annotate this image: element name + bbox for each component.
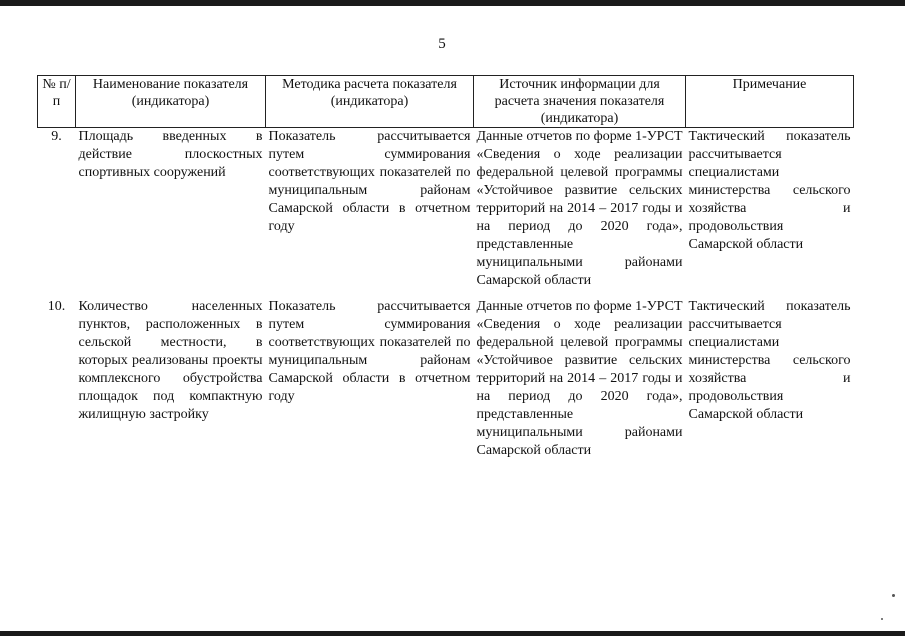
indicators-table bbox=[37, 75, 854, 460]
calculation-method: Показатель рассчитывается путем суммирования соответствующих показателей по муниципальным районам Самарской области в отчетном году bbox=[268, 299, 471, 404]
note: Тактический показатель рассчитывается специалистами министерства сельского хозяйства и продовольствия Самарской области bbox=[688, 129, 851, 252]
scan-speck bbox=[881, 618, 883, 620]
table-row bbox=[38, 128, 854, 299]
header-number: № п/п bbox=[38, 76, 76, 128]
indicator-name: Площадь введенных в действие плоскостных спортивных сооружений bbox=[78, 129, 263, 180]
bottom-border-line bbox=[0, 631, 905, 636]
top-border-line bbox=[0, 0, 905, 6]
table-row bbox=[38, 298, 854, 460]
row-number: 10. bbox=[47, 299, 66, 314]
header-note: Примечание bbox=[686, 76, 854, 128]
page-number: 5 bbox=[438, 36, 446, 52]
information-source: Данные отчетов по форме 1-УРСТ «Сведения о ходе реализации федеральной целевой программы «Устойчивое развитие сельских территорий на 2014 – 2017 годы и на период до 2020 года», представленные муниципальными районами Самарской области bbox=[476, 129, 683, 288]
table-header-row bbox=[38, 76, 854, 128]
scan-speck bbox=[892, 594, 895, 597]
header-calculation-method: Методика расчета показателя (индикатора) bbox=[266, 76, 474, 128]
calculation-method: Показатель рассчитывается путем суммирования соответствующих показателей по муниципальным районам Самарской области в отчетном году bbox=[268, 129, 471, 234]
header-information-source: Источник информации для расчета значения показателя (индикатора) bbox=[474, 76, 686, 128]
row-number: 9. bbox=[51, 129, 62, 144]
information-source: Данные отчетов по форме 1-УРСТ «Сведения о ходе реализации федеральной целевой программы «Устойчивое развитие сельских территорий на 2014 – 2017 годы и на период до 2020 года», представленные муниципальными районами Самарской области bbox=[476, 299, 683, 458]
indicator-name: Количество населенных пунктов, расположенных в сельской местности, в которых реализованы проекты комплексного обустройства площадок под компактную жилищную застройку bbox=[78, 299, 263, 422]
header-indicator-name: Наименование показателя (индикатора) bbox=[76, 76, 266, 128]
note: Тактический показатель рассчитывается специалистами министерства сельского хозяйства и продовольствия Самарской области bbox=[688, 299, 851, 422]
